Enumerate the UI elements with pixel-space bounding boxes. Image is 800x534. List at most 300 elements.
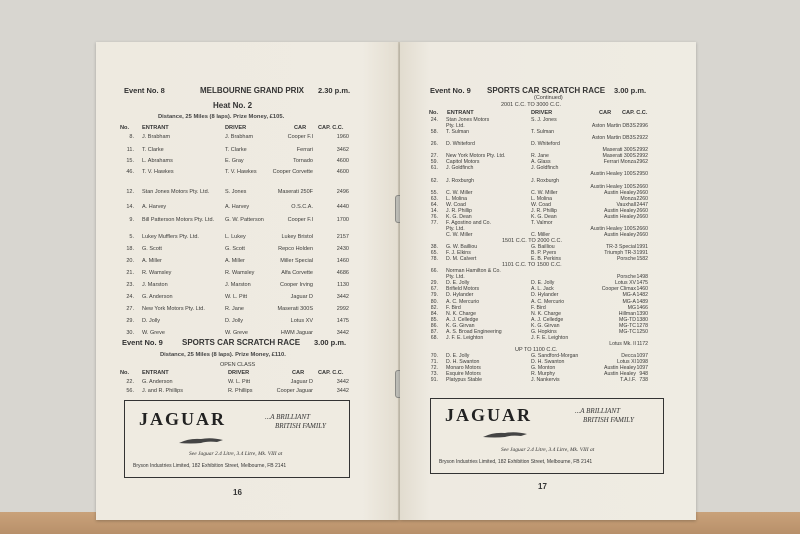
cell-cc: 2922 (636, 135, 648, 142)
cell-driver: Maserati 300S (602, 147, 636, 154)
cell-car: MG-A (622, 292, 636, 299)
cell-driver: T. Sulman (531, 129, 555, 136)
cell-entrant: J. Goldfinch (446, 165, 474, 172)
cell-driver: R. Jane (531, 153, 549, 160)
event-number: Event No. 9 (430, 86, 471, 95)
cell-driver: A. C. Mercurio (531, 298, 565, 305)
cell-no: 58. (430, 129, 438, 136)
cell-car: Cooper Jaguar (276, 388, 313, 394)
cell-car: Ferrari (296, 147, 313, 153)
cell-car: Cooper F.I (287, 134, 313, 140)
leaping-jaguar-icon (177, 435, 227, 447)
cell-cc: 2992 (636, 147, 648, 154)
cell-no: 91. (430, 377, 438, 384)
cell-driver: J. Marston (225, 282, 251, 288)
cell-no: 26. (430, 141, 438, 148)
distance-prize: Distance, 25 Miles (8 laps). Prize Money, £105. (158, 114, 285, 120)
cell-no: 20. (126, 258, 134, 264)
cell-no: 62. (430, 177, 438, 184)
cell-entrant: J. and R. Phillips (142, 388, 183, 394)
cell-car: Maserati 300S (602, 153, 636, 160)
cell-driver: J. Nankervis (531, 377, 560, 384)
cell-cc: 2660 (636, 225, 648, 232)
cell-no: 66. (430, 268, 438, 275)
ad-dealer-line: Bryson Industries Limited, 182 Exhibition Street, Melbourne, FB 2141 (439, 459, 593, 465)
cell-no: 67. (430, 286, 438, 293)
cell-entrant: D. Hylander (446, 292, 474, 299)
col2-no-header: No. (120, 370, 130, 376)
cell-cc: 4600 (336, 158, 349, 164)
cell-car: MG-A (622, 298, 636, 305)
cell-entrant: Pty. Ltd. (446, 225, 465, 232)
cell-entrant: Esquire Motors (446, 371, 481, 378)
cell-cc: 1097 (636, 352, 648, 359)
cell-car: Cooper F.I (287, 217, 313, 223)
jaguar-advert (430, 398, 664, 474)
ad-dealer-line: Bryson Industries Limited, 182 Exhibition Street, Melbourne, FB 2141 (133, 463, 287, 469)
cell-driver: A. Harvey (225, 204, 250, 210)
cell-no: 86. (430, 322, 438, 329)
cell-driver: J. Brabham (225, 134, 254, 140)
class-label: 1101 C.C. TO 1500 C.C. (502, 262, 562, 269)
cell-cc: 3442 (336, 330, 349, 336)
cell-no: 30. (126, 330, 134, 336)
cell-driver: W. Greve (225, 330, 248, 336)
cell-driver: K. G. Dean (531, 213, 557, 220)
cell-no: 71. (430, 359, 438, 365)
event2-time: 3.00 p.m. (314, 338, 347, 347)
cell-driver: D. Hylander (531, 292, 559, 299)
cell-cc: 2496 (336, 189, 349, 195)
cell-driver: R. Murphy (531, 371, 555, 378)
class-label: 1501 C.C. TO 2000 C.C. (502, 238, 563, 244)
cell-car: Triumph TR-3 (604, 250, 636, 257)
cell-car: Jaguar D (290, 379, 313, 385)
cell-no: 87. (430, 328, 438, 335)
cell-no: 22. (126, 379, 134, 385)
cell-driver: C. W. Miller (531, 189, 558, 196)
cell-entrant: A. Harvey (142, 204, 167, 210)
cell-cc: 1489 (636, 298, 648, 305)
cell-entrant: Stan Jones Motors (446, 117, 490, 123)
cell-car: Austin Healey (603, 213, 636, 220)
class-label: UP TO 1100 C.C. (515, 346, 558, 353)
cell-car: Lotus XI (616, 359, 636, 365)
cell-entrant: L. Abrahams (142, 158, 173, 164)
cell-no: 70. (430, 352, 438, 359)
cell-driver: Austin Healey 100S (590, 183, 636, 190)
cell-no: 68. (430, 334, 438, 341)
cell-entrant: D. M. Calvert (446, 256, 477, 263)
cell-no: 56. (126, 388, 134, 394)
cell-no: 29. (126, 318, 134, 324)
cell-entrant: A. S. Broad Engineering (446, 328, 502, 335)
cell-driver: D. Jolly (225, 318, 244, 324)
left-page (96, 42, 399, 520)
cell-no: 15. (126, 158, 134, 164)
cell-driver: F. Bird (531, 304, 546, 311)
cell-car: MG (627, 304, 636, 311)
cell-no: 29. (430, 280, 438, 287)
cell-driver: A. Miller (225, 258, 245, 264)
cell-car: Maserati 300S (277, 306, 313, 312)
cell-cc: 2962 (636, 159, 648, 166)
cell-entrant: New York Motors Pty. Ltd. (142, 306, 205, 312)
cell-entrant: L. Molina (446, 195, 468, 202)
cell-car: Cooper Corvette (272, 169, 313, 175)
cell-cc: 1700 (336, 217, 349, 223)
cell-driver: R. Phillips (228, 388, 253, 394)
cell-entrant: G. Anderson (142, 379, 173, 385)
cell-cc: 1278 (636, 322, 648, 329)
cell-no: 65. (430, 250, 438, 257)
cell-cc: 1390 (636, 310, 648, 317)
class-label: OPEN CLASS (220, 362, 256, 368)
cell-entrant: W. Coad (446, 201, 466, 208)
cell-driver: S. Jones (225, 189, 247, 195)
cell-cc: 4440 (336, 204, 349, 210)
cell-driver: A. J. Celledge (531, 316, 564, 323)
cell-no: 27. (430, 153, 438, 160)
cell-no: 11. (126, 147, 134, 153)
cell-no: 9. (129, 217, 134, 223)
col-car-header: CAR (294, 125, 307, 131)
col2-cc-header: CAP. C.C. (318, 370, 344, 376)
cell-driver: T. V. Hawkes (225, 169, 257, 175)
cell-car: Cooper Climax (601, 286, 636, 293)
cell-car: MG-TD (619, 316, 636, 323)
jaguar-wordmark: JAGUAR (139, 409, 226, 429)
cell-entrant: J. R. Phillip (446, 207, 472, 214)
cell-entrant: J. Brabham (142, 134, 171, 140)
jaguar-wordmark: JAGUAR (445, 405, 532, 425)
cell-cc: 2996 (636, 123, 648, 130)
cell-cc: 1960 (336, 134, 349, 140)
col-no-header: No. (120, 125, 130, 131)
ad-tagline-2: BRITISH FAMILY (583, 416, 634, 424)
ad-tagline-1: ...A BRILLIANT (575, 407, 620, 415)
cell-driver: E. B. Perkins (531, 256, 561, 263)
cell-entrant: K. G. Girvan (446, 322, 475, 329)
page-number: 16 (233, 488, 242, 497)
cell-driver: Lotus Mk. II (609, 340, 636, 347)
cell-cc: 2992 (636, 153, 648, 160)
distance2-prize: Distance, 25 Miles (8 laps). Prize Money, £110. (160, 352, 286, 358)
cell-no: 14. (430, 207, 438, 214)
cell-driver: G. Scott (225, 246, 245, 252)
cell-car: Austin Healey (603, 365, 636, 372)
event2-number: Event No. 9 (122, 338, 163, 347)
cell-entrant: T. Sulman (446, 129, 470, 136)
cell-cc: 2260 (636, 195, 648, 202)
cell-cc: 2660 (636, 231, 648, 238)
cell-cc: 3442 (336, 294, 349, 300)
cell-cc: 1250 (636, 328, 648, 335)
cell-no: 63. (430, 195, 438, 202)
cell-car: Lukey Bristol (281, 234, 313, 240)
cell-car: Hillman (618, 310, 636, 317)
cell-driver: G. Hopkins (531, 328, 557, 335)
col-driver-header: DRIVER (531, 110, 553, 116)
cell-no: 21. (126, 270, 134, 276)
cell-cc: 1475 (336, 318, 349, 324)
cell-car: TR-3 Special (606, 244, 636, 251)
cell-entrant: W. Greve (142, 330, 165, 336)
col2-entrant-header: ENTRANT (142, 370, 169, 376)
event-name: MELBOURNE GRAND PRIX (200, 86, 305, 95)
cell-entrant: A. C. Mercurio (446, 298, 480, 305)
cell-entrant: Pty. Ltd. (446, 123, 465, 130)
cell-driver: J. Goldfinch (531, 165, 559, 172)
right-page (400, 42, 696, 520)
cell-cc: 1380 (636, 316, 648, 323)
cell-cc: 1098 (636, 359, 648, 365)
cell-car: Porsche (616, 274, 636, 281)
cell-no: 38. (430, 244, 438, 251)
cell-driver: K. G. Girvan (531, 322, 560, 329)
col-cc-header: CAP. C.C. (318, 125, 344, 131)
continued-label: (Continued) (534, 95, 563, 101)
cell-entrant: F. Bird (446, 304, 461, 311)
cell-car: O.S.C.A. (291, 204, 313, 210)
cell-driver: Aston Martin DB3S (591, 135, 636, 142)
class-2001-3000: 2001 C.C. TO 3000 C.C. (501, 102, 562, 108)
cell-driver: B. P. Pyers (531, 250, 557, 257)
cell-no: 12. (126, 189, 134, 195)
cell-entrant: C. W. Miller (446, 231, 473, 238)
cell-entrant: Bill Patterson Motors Pty. Ltd. (142, 217, 215, 223)
cell-no: 55. (430, 189, 438, 196)
cell-no: 18. (126, 246, 134, 252)
cell-car: HWM Jaguar (280, 330, 313, 336)
page-number: 17 (538, 482, 547, 491)
cell-cc: 2660 (636, 207, 648, 214)
ad-tagline-2: BRITISH FAMILY (275, 422, 326, 430)
cell-car: Lotus XV (290, 318, 313, 324)
cell-car: Austin Healey (603, 207, 636, 214)
cell-entrant: D. E. Jolly (446, 280, 470, 287)
cell-driver: J. F. E. Leighton (531, 334, 569, 341)
ad-tagline-1: ...A BRILLIANT (265, 413, 310, 421)
cell-entrant: Stan Jones Motors Pty. Ltd. (142, 189, 210, 195)
col-driver-header: DRIVER (225, 125, 247, 131)
cell-no: 64. (430, 201, 438, 208)
cell-entrant: Brifield Motors (446, 286, 480, 293)
cell-no: 24. (430, 117, 438, 123)
cell-entrant: J. Roxburgh (446, 177, 474, 184)
cell-no: 84. (430, 310, 438, 317)
cell-driver: D. H. Swanton (531, 359, 565, 365)
cell-entrant: Norman Hamilton & Co. (446, 268, 501, 275)
cell-driver: J. Roxburgh (531, 177, 559, 184)
cell-driver: W. L. Pitt (228, 379, 251, 385)
cell-driver: L. Lukey (225, 234, 246, 240)
event2-name: SPORTS CAR SCRATCH RACE (182, 338, 301, 347)
cell-car: Monza (620, 195, 636, 202)
cell-car: T.A.I.F. (620, 377, 636, 384)
cell-cc: 1582 (636, 256, 648, 263)
cell-car: MG-TC (619, 322, 636, 329)
cell-entrant: F. Agostino and Co. (446, 219, 491, 226)
cell-no: 78. (430, 256, 438, 263)
cell-cc: 1130 (337, 282, 349, 288)
cell-cc: 3442 (336, 388, 349, 394)
heat-title: Heat No. 2 (213, 101, 253, 110)
cell-driver: Austin Healey 100S (590, 225, 636, 232)
cell-car: Decca (621, 352, 636, 359)
cell-entrant: A. Miller (142, 258, 162, 264)
cell-car: Lotus XV (614, 280, 636, 287)
cell-driver: J. R. Phillip (531, 207, 557, 214)
cell-no: 73. (430, 371, 438, 378)
cell-no: 24. (126, 294, 134, 300)
cell-car: Jaguar D (290, 294, 313, 300)
cell-no: 14. (126, 204, 134, 210)
cell-driver: G. Sandford-Morgan (531, 352, 579, 359)
cell-driver: A. Glass (531, 159, 551, 166)
cell-entrant: D. H. Swanton (446, 359, 480, 365)
leaping-jaguar-icon (481, 429, 531, 441)
cell-no: 61. (430, 165, 438, 172)
cell-entrant: A. J. Celledge (446, 316, 479, 323)
cell-no: 27. (126, 306, 134, 312)
cell-no: 72. (430, 365, 438, 372)
cell-entrant: K. G. Dean (446, 213, 472, 220)
cell-no: 23. (126, 282, 134, 288)
cell-driver: W. Coad (531, 201, 551, 208)
cell-cc: 2157 (336, 234, 349, 240)
cell-cc: 3442 (336, 379, 349, 385)
cell-no: 79. (430, 292, 438, 299)
cell-entrant: Platypus Stable (446, 377, 483, 384)
cell-driver: C. Miller (531, 231, 551, 238)
event-number: Event No. 8 (124, 86, 165, 95)
cell-cc: 1991 (636, 250, 648, 257)
cell-car: Austin Healey (603, 231, 636, 238)
cell-cc: 2660 (636, 189, 648, 196)
cell-no: 82. (430, 304, 438, 311)
cell-driver: T. Valmor (531, 219, 553, 226)
cell-car: Porsche (616, 256, 636, 263)
jaguar-advert (124, 400, 350, 478)
cell-driver: A. L. Jack (531, 286, 554, 293)
cell-cc: 1482 (636, 292, 648, 299)
cell-driver: T. Clarke (225, 147, 247, 153)
cell-entrant: G. Anderson (142, 294, 173, 300)
cell-cc: 2660 (636, 213, 648, 220)
cell-entrant: T. Clarke (142, 147, 164, 153)
cell-car: Ferrari Monza (603, 159, 636, 166)
cell-cc: 2447 (636, 201, 648, 208)
cell-cc: 1498 (636, 274, 648, 281)
cell-cc: 1097 (636, 365, 648, 372)
cell-entrant: G. W. Bailliou (446, 244, 478, 251)
cell-entrant: Capitol Motors (446, 159, 480, 166)
cell-entrant: J. Marston (142, 282, 168, 288)
cell-entrant: D. E. Jolly (446, 352, 470, 359)
event-time: 2.30 p.m. (318, 86, 351, 95)
col-entrant-header: ENTRANT (142, 125, 169, 131)
cell-cc: 1466 (636, 304, 648, 311)
cell-entrant: Monaro Motors (446, 365, 481, 372)
cell-entrant: D. Jolly (142, 318, 161, 324)
cell-car: Alfa Corvette (281, 270, 313, 276)
cell-car: Tornado (293, 158, 313, 164)
cell-driver: Austin Healey 100S (590, 171, 636, 178)
cell-entrant: T. V. Hawkes (142, 169, 174, 175)
cell-car: Repco Holden (278, 246, 313, 252)
cell-no: 85. (430, 316, 438, 323)
cell-cc: 2992 (336, 306, 349, 312)
cell-car: Austin Healey (603, 371, 636, 378)
cell-entrant: Pty. Ltd. (446, 274, 465, 281)
cell-no: 59. (430, 159, 438, 166)
cell-cc: 3462 (336, 147, 349, 153)
col-no-header: No. (429, 110, 439, 116)
cell-driver: Aston Martin DB3S (591, 123, 636, 130)
cell-car: Austin Healey (603, 189, 636, 196)
cell-entrant: D. Whiteford (446, 141, 475, 148)
cell-driver: D. Whiteford (531, 141, 560, 148)
cell-car: Miller Special (280, 258, 313, 264)
cell-entrant: J. F. E. Leighton (446, 334, 484, 341)
ad-models-line: See Jaguar 2.4 Litre, 3.4 Litre, Mk. VIII at (189, 451, 283, 457)
cell-driver: R. Wamsley (225, 270, 255, 276)
cell-cc: 2660 (636, 183, 648, 190)
cell-cc: 738 (639, 377, 648, 384)
cell-cc: 4686 (336, 270, 349, 276)
cell-cc: 1991 (636, 244, 648, 251)
cell-cc: 1460 (336, 258, 349, 264)
cell-driver: G. W. Patterson (225, 217, 264, 223)
cell-no: 76. (430, 213, 438, 220)
cell-cc: 4600 (336, 169, 349, 175)
cell-car: Maserati 250F (277, 189, 313, 195)
cell-driver: E. Gray (225, 158, 244, 164)
ad-models-line: See Jaguar 2.4 Litre, 3.4 Litre, Mk. VIII at (501, 447, 595, 453)
cell-entrant: F. J. Elkins (446, 250, 471, 257)
cell-car: Vauxhall (616, 201, 636, 208)
col2-driver-header: DRIVER (228, 370, 250, 376)
cell-no: 80. (430, 298, 438, 305)
cell-car: MG-TC (619, 328, 636, 335)
col2-car-header: CAR (292, 370, 305, 376)
cell-no: 5. (129, 234, 134, 240)
cell-no: 77. (430, 219, 438, 226)
cell-entrant: G. Scott (142, 246, 162, 252)
cell-driver: G. Bailliou (531, 244, 555, 251)
cell-entrant: C. W. Miller (446, 189, 473, 196)
cell-entrant: R. Wamsley (142, 270, 172, 276)
cell-driver: D. E. Jolly (531, 280, 555, 287)
cell-cc: 1172 (636, 340, 648, 347)
col-entrant-header: ENTRANT (447, 110, 474, 116)
cell-driver: L. Molina (531, 195, 553, 202)
col-car-header: CAR (599, 110, 612, 116)
event-name: SPORTS CAR SCRATCH RACE (487, 86, 606, 95)
cell-cc: 2950 (636, 171, 648, 178)
cell-no: 8. (129, 134, 134, 140)
cell-driver: R. Jane (225, 306, 244, 312)
col-cc-header: CAP. C.C. (622, 110, 648, 116)
cell-driver: S. J. Jones (531, 117, 557, 123)
event-time: 3.00 p.m. (614, 86, 647, 95)
cell-driver: G. Monton (531, 365, 556, 372)
cell-entrant: Lukey Mufflers Pty. Ltd. (142, 234, 199, 240)
cell-cc: 948 (639, 371, 648, 378)
cell-entrant: N. K. Charge (446, 310, 476, 317)
cell-driver: W. L. Pitt (225, 294, 248, 300)
